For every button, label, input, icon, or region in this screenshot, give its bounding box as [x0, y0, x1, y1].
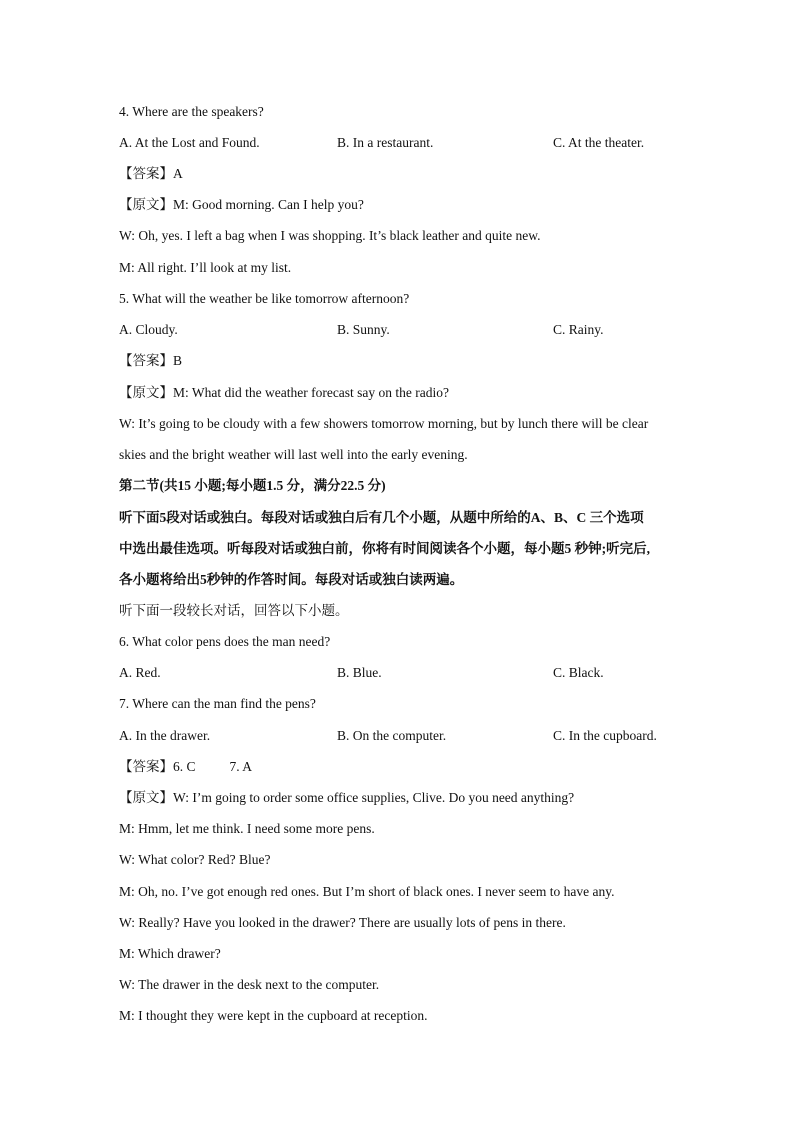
transcript-line: M: Oh, no. I’ve got enough red ones. But I’m short of black ones. I never seem to have any. — [119, 884, 615, 899]
transcript-line: W: The drawer in the desk next to the computer. — [119, 977, 380, 992]
q5-option-c: C. Rainy. — [553, 322, 604, 337]
transcript-line: M: Hmm, let me think. I need some more pens. — [119, 821, 375, 836]
q6-option-b: B. Blue. — [337, 665, 382, 680]
q5-transcript-line: W: It’s going to be cloudy with a few showers tomorrow morning, but by lunch there will be clear — [119, 416, 649, 431]
question-5: 5. What will the weather be like tomorrow afternoon? — [119, 291, 410, 306]
q7-option-a: A. In the drawer. — [119, 728, 211, 743]
transcript-line: W: What color? Red? Blue? — [119, 852, 271, 867]
question-7: 7. Where can the man find the pens? — [119, 696, 316, 711]
transcript-line: M: I thought they were kept in the cupboard at reception. — [119, 1008, 428, 1023]
q4-option-a: A. At the Lost and Found. — [119, 135, 260, 150]
transcript-line: M: Which drawer? — [119, 946, 221, 961]
q4-transcript-line: W: Oh, yes. I left a bag when I was shopping. It’s black leather and quite new. — [119, 228, 541, 243]
q5-transcript-line: 【原文】M: What did the weather forecast say on the radio? — [119, 385, 450, 400]
answer-7: 7. A — [229, 759, 253, 774]
q5-option-b: B. Sunny. — [337, 322, 390, 337]
section-2-instruction: 各小题将给出5秒钟的作答时间。每段对话或独白读两遍。 — [119, 572, 464, 587]
question-6: 6. What color pens does the man need? — [119, 634, 331, 649]
section-2-heading: 第二节(共15 小题;每小题1.5 分，满分22.5 分) — [119, 478, 386, 493]
transcript-line: 【原文】W: I’m going to order some office supplies, Clive. Do you need anything? — [119, 790, 575, 805]
q4-transcript-line: M: All right. I’ll look at my list. — [119, 260, 292, 275]
q4-answer: 【答案】A — [119, 166, 183, 181]
q7-option-b: B. On the computer. — [337, 728, 447, 743]
answer-6: 【答案】6. C — [119, 759, 196, 774]
q4-option-b: B. In a restaurant. — [337, 135, 434, 150]
dialogue-prompt: 听下面一段较长对话，回答以下小题。 — [119, 603, 349, 618]
transcript-line: W: Really? Have you looked in the drawer? There are usually lots of pens in there. — [119, 915, 566, 930]
q5-option-a: A. Cloudy. — [119, 322, 178, 337]
section-2-instruction: 中选出最佳选项。听每段对话或独白前，你将有时间阅读各个小题，每小题5 秒钟;听完后, — [119, 541, 650, 556]
q6-option-c: C. Black. — [553, 665, 604, 680]
question-4: 4. Where are the speakers? — [119, 104, 264, 119]
q6-option-a: A. Red. — [119, 665, 161, 680]
q7-option-c: C. In the cupboard. — [553, 728, 657, 743]
q4-transcript-line: 【原文】M: Good morning. Can I help you? — [119, 197, 364, 212]
q5-answer: 【答案】B — [119, 353, 183, 368]
answer-6-7 — [119, 758, 252, 776]
section-2-instruction: 听下面5段对话或独白。每段对话或独白后有几个小题，从题中所给的A、B、C 三个选项 — [119, 510, 644, 525]
q4-option-c: C. At the theater. — [553, 135, 645, 150]
q5-transcript-line: skies and the bright weather will last well into the early evening. — [119, 447, 468, 462]
